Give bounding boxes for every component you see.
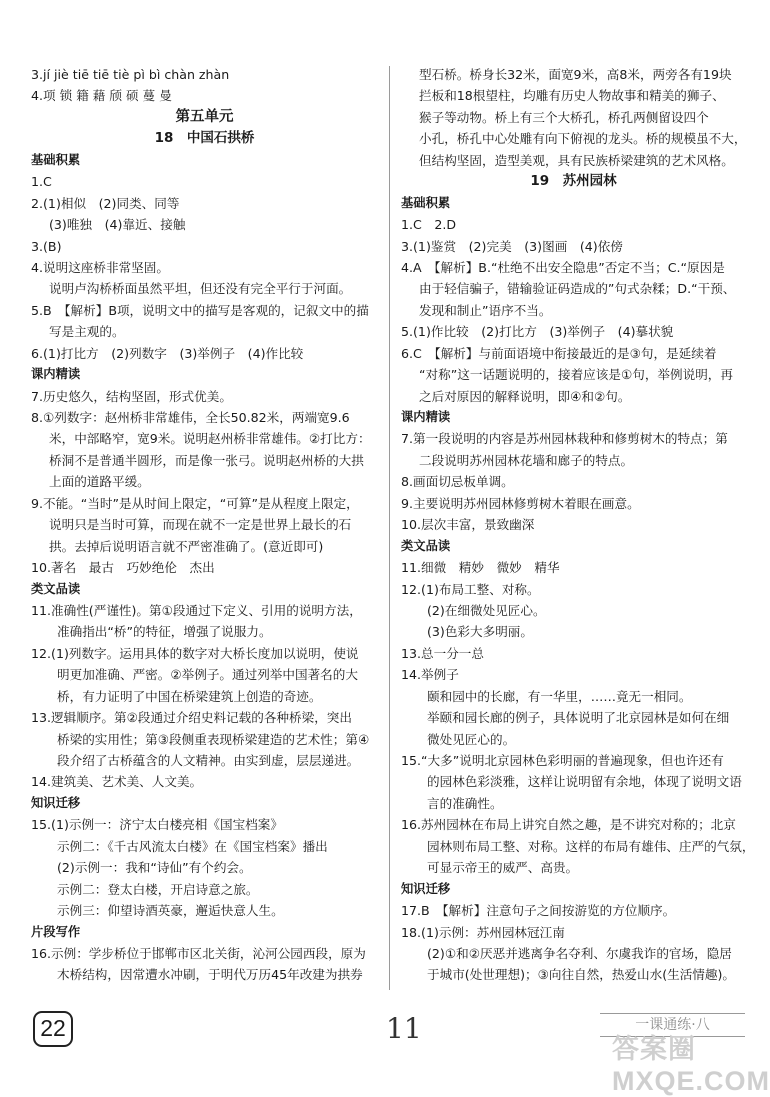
text-line: 明更加准确、严密。②举例子。通过列举中国著名的大: [57, 667, 358, 683]
text-line: 的园林色彩淡雅，这样让说明留有余地，体现了说明文语: [427, 774, 742, 790]
text-line: 段介绍了古桥蕴含的人文精神。由实到虚，层层递进。: [57, 753, 360, 768]
text-line: 7.第一段说明的内容是苏州园林栽种和修剪树木的特点；第: [401, 431, 728, 447]
text-line: 3.jí jiè tiē tiē tiè pì bì chàn zhàn: [31, 67, 230, 82]
text-line: 说明只是当时可算，而现在就不一定是世界上最长的石: [49, 517, 352, 533]
text-line: 二段说明苏州园林花墙和廊子的特点。: [419, 452, 634, 468]
text-line: 准确指出“桥”的特征，增强了说服力。: [57, 624, 272, 640]
text-line: 由于轻信骗子，错输验证码造成的”句式杂糅；D.“干预、: [419, 281, 736, 297]
text-line: 14.建筑美、艺术美、人文美。: [31, 774, 203, 790]
text-line: 之后对原因的解释说明，即④和②句。: [419, 388, 631, 404]
text-line: 13.逻辑顺序。第②段通过介绍史料记载的各种桥梁，突出: [31, 710, 352, 726]
section-heading: 知识迁移: [401, 881, 451, 896]
right-column: [401, 64, 755, 986]
text-line: 16.苏州园林在布局上讲究自然之趣，是不讲究对称的；北京: [401, 817, 736, 833]
text-line: 颐和园中的长廊，有一华里，……竟无一相同。: [427, 688, 692, 704]
text-line: 9.不能。“当时”是从时间上限定，“可算”是从程度上限定，: [31, 495, 359, 511]
text-line: “对称”这一话题说明的，接着应该是①句，举例说明，再: [419, 367, 733, 383]
text-line: 发现和制止”语序不当。: [419, 302, 552, 318]
text-line: 举颐和园长廊的例子，具体说明了北京园林是如何在细: [427, 710, 730, 726]
text-line: 木桥结构，因常遭水冲刷，于明代万历45年改建为拱券: [57, 967, 363, 983]
text-line: 3.(B): [31, 238, 62, 254]
lesson-title: 18 中国石拱桥: [154, 130, 255, 147]
text-line: 16.示例：学步桥位于邯郸市区北关街，沁河公园西段，原为: [31, 945, 366, 961]
text-line: 示例二：登太白楼，开启诗意之旅。: [57, 881, 259, 897]
text-line: 可显示帝王的威严、高贵。: [427, 860, 579, 876]
text-line: 言的准确性。: [427, 795, 503, 811]
text-line: (2)在细微处见匠心。: [427, 602, 546, 618]
text-line: 猴子等动物。桥上有三个大桥孔，桥孔两侧留设四个: [419, 109, 709, 125]
column-divider: [389, 66, 390, 990]
text-line: 写是主观的。: [49, 324, 125, 340]
text-line: 园林则布局工整、对称。这样的布局有雄伟、庄严的气氛，: [427, 838, 755, 854]
text-line: (2)示例一：我和“诗仙”有个约会。: [57, 860, 252, 876]
text-line: 14.举例子: [401, 667, 459, 683]
text-line: 4.说明这座桥非常坚固。: [31, 259, 169, 275]
section-heading: 知识迁移: [31, 795, 81, 810]
text-line: 18.(1)示例：苏州园林冠江南: [401, 924, 565, 940]
text-line: (3)唯独 (4)靠近、接触: [49, 217, 186, 233]
unit-title: 第五单元: [175, 108, 234, 125]
text-line: 1.C: [31, 174, 52, 190]
text-line: 6.(1)打比方 (2)列数字 (3)举例子 (4)作比较: [31, 345, 304, 361]
text-line: 上面的道路平缓。: [49, 474, 150, 490]
text-line: 2.(1)相似 (2)同类、同等: [31, 195, 180, 211]
watermark-logo: 答案圈 MXQE.COM: [612, 1034, 770, 1096]
section-heading: 类文品读: [31, 581, 81, 596]
text-line: 15.“大多”说明北京园林色彩明丽的普遍现象，但也许还有: [401, 753, 724, 768]
text-line: 3.(1)鉴赏 (2)完美 (3)图画 (4)依傍: [401, 238, 623, 254]
text-line: 桥洞不是普通半圆形，而是像一张弓。说明赵州桥的大拱: [49, 452, 364, 468]
text-line: 8.①列数字：赵州桥非常雄伟，全长50.82米，两端宽9.6: [31, 410, 350, 425]
left-column: [31, 64, 378, 986]
section-heading: 基础积累: [31, 152, 81, 167]
text-line: 示例二：《千古风流太白楼》在《国宝档案》播出: [57, 838, 328, 854]
text-line: 12.(1)布局工整、对称。: [401, 581, 540, 597]
text-line: 1.C 2.D: [401, 217, 457, 233]
text-line: 9.主要说明苏州园林修剪树木着眼在画意。: [401, 495, 640, 511]
text-line: 示例三：仰望诗酒英豪，邂逅快意人生。: [57, 903, 284, 919]
text-line: 型石桥。桥身长32米，面宽9米，高8米，两旁各有19块: [419, 67, 732, 82]
text-line: 11.准确性(严谨性)。第①段通过下定义、引用的说明方法，: [31, 602, 362, 618]
text-line: 桥，有力证明了中国在桥梁建筑上创造的奇迹。: [57, 688, 322, 704]
text-line: 5.(1)作比较 (2)打比方 (3)举例子 (4)摹状貌: [401, 324, 674, 340]
text-line: 说明卢沟桥桥面虽然平坦，但还没有完全平行于河面。: [49, 281, 352, 297]
page-number: 22: [33, 1011, 73, 1047]
section-heading: 类文品读: [401, 538, 451, 553]
handwritten-mark: 11: [386, 1012, 422, 1045]
text-line: 5.B 【解析】B项，说明文中的描写是客观的，记叙文中的描: [31, 302, 369, 318]
lesson-title: 19 苏州园林: [530, 173, 617, 190]
section-heading: 课内精读: [401, 410, 451, 424]
text-line: 4.A 【解析】B.“杜绝不出安全隐患”否定不当；C.“原因是: [401, 259, 725, 275]
text-line: 13.总一分一总: [401, 645, 484, 661]
text-line: 15.(1)示例一：济宁太白楼亮相《国宝档案》: [31, 817, 283, 833]
text-line: 米，中部略窄，宽9米。说明赵州桥非常雄伟。②打比方：: [49, 431, 371, 447]
text-line: 拦板和18根望柱，均雕有历史人物故事和精美的狮子、: [419, 88, 725, 104]
text-line: 8.画面切忌板单调。: [401, 474, 514, 490]
text-line: 10.著名 最古 巧妙绝伦 杰出: [31, 560, 215, 576]
text-line: 4.项 锁 籍 藉 颀 硕 蔓 曼: [31, 88, 172, 104]
text-line: 6.C 【解析】与前面语境中衔接最近的是③句，是延续着: [401, 345, 717, 361]
footer-badge: 一课通练·八: [600, 1013, 745, 1037]
text-line: 7.历史悠久，结构坚固，形式优美。: [31, 388, 232, 404]
section-heading: 基础积累: [401, 195, 451, 210]
text-line: (2)①和②厌恶并逃离争名夺利、尔虞我诈的官场，隐居: [427, 945, 732, 961]
text-line: 桥梁的实用性；第③段侧重表现桥梁建造的艺术性；第④: [57, 731, 370, 747]
text-line: 拱。去掉后说明语言就不严密准确了。(意近即可): [49, 538, 324, 554]
text-line: 小孔，桥孔中心处雕有向下俯视的龙头。桥的规模虽不大，: [419, 131, 747, 147]
section-heading: 课内精读: [31, 367, 81, 382]
text-line: 微处见匠心的。: [427, 731, 516, 747]
text-line: 12.(1)列数字。运用具体的数字对大桥长度加以说明，使说: [31, 645, 359, 661]
text-line: 于城市(处世理想)；③向往自然，热爱山水(生活情趣)。: [427, 967, 736, 983]
text-line: 10.层次丰富，景致幽深: [401, 517, 535, 533]
text-line: (3)色彩大多明丽。: [427, 624, 533, 640]
text-line: 但结构坚固，造型美观，具有民族桥梁建筑的艺术风格。: [419, 152, 734, 168]
section-heading: 片段写作: [31, 924, 81, 939]
text-line: 11.细微 精妙 微妙 精华: [401, 560, 560, 576]
text-line: 17.B 【解析】注意句子之间按游览的方位顺序。: [401, 903, 676, 919]
